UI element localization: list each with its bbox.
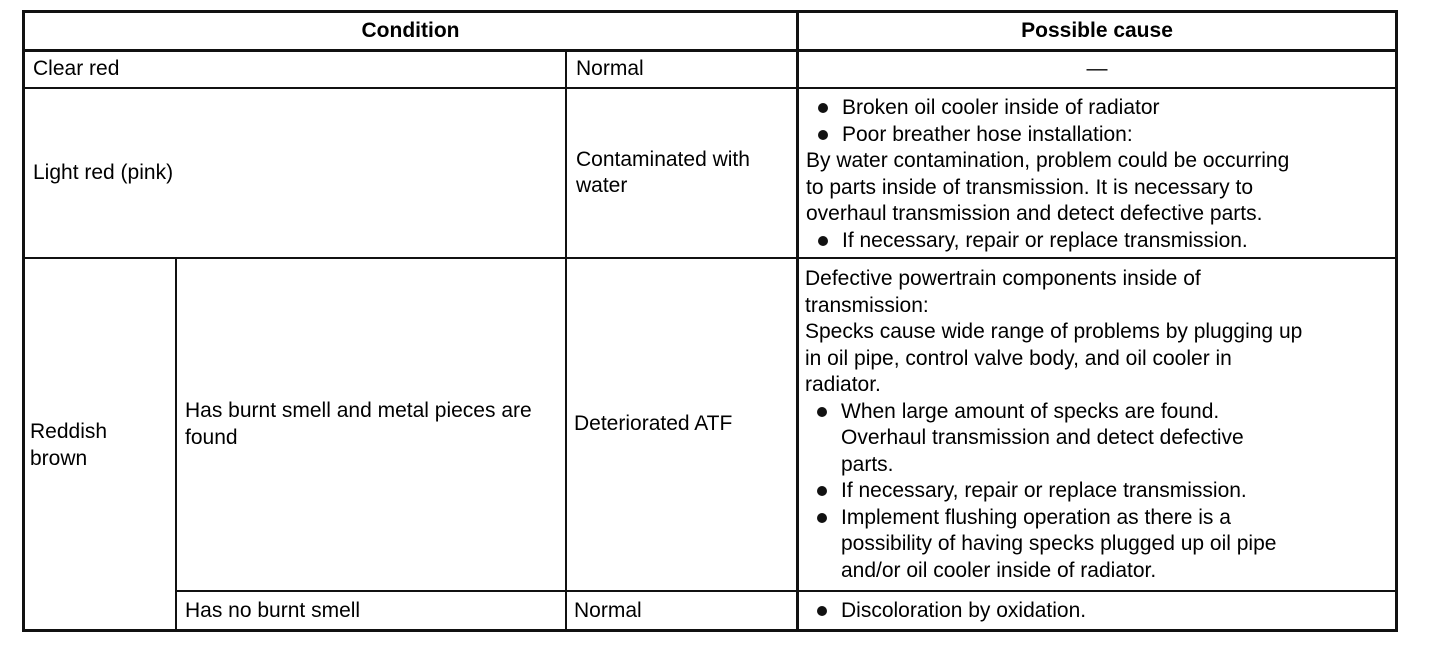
detail-label: Has no burnt smell	[185, 598, 361, 622]
cause-bullet-continuation: parts.	[841, 452, 894, 476]
cause-text: radiator.	[805, 373, 881, 396]
cause-bullet-continuation: and/or oil cooler inside of radiator.	[841, 558, 1157, 582]
detail-label: Has burnt smell and metal pieces are found	[185, 399, 532, 449]
header-possible-cause-text: Possible cause	[1021, 18, 1173, 42]
cause-text: to parts inside of transmission. It is necessary to	[806, 175, 1254, 199]
cell-clear-red-state	[576, 51, 791, 87]
state-label: Normal	[576, 56, 644, 80]
cause-text: overhaul transmission and detect defective parts.	[806, 202, 1263, 225]
column-divider	[175, 257, 177, 632]
cause-text: transmission:	[805, 293, 929, 317]
state-label: Normal	[574, 598, 642, 622]
cause-bullet: Poor breather hose installation:	[806, 122, 1394, 149]
cause-bullet: If necessary, repair or replace transmission.	[805, 478, 1395, 505]
cell-reddish-brown-color	[30, 259, 170, 632]
column-divider	[565, 49, 567, 632]
cell-burnt-state	[574, 259, 792, 590]
column-divider	[796, 10, 799, 632]
cause-bullet: Discoloration by oxidation.	[805, 598, 1086, 625]
cell-clear-red-cause	[799, 51, 1395, 87]
cause-text: Defective powertrain components inside of	[805, 267, 1201, 290]
cell-no-burnt-state	[574, 592, 792, 630]
state-label: Contaminated with water	[576, 147, 750, 197]
cell-no-burnt-detail	[185, 592, 561, 630]
cell-clear-red-color	[33, 51, 553, 87]
cause-bullet-continuation: Overhaul transmission and detect defective	[841, 426, 1244, 449]
cause-bullet-continuation: possibility of having specks plugged up oil pipe	[841, 532, 1277, 555]
cause-dash: —	[1086, 56, 1108, 80]
color-label: Clear red	[33, 56, 120, 80]
cell-light-red-state	[576, 89, 791, 257]
cause-bullet: Broken oil cooler inside of radiator	[806, 95, 1394, 122]
cause-text: By water contamination, problem could be occurring	[806, 149, 1290, 172]
color-label: Light red (pink)	[33, 160, 174, 184]
cell-light-red-color	[33, 89, 553, 257]
header-possible-cause	[799, 13, 1395, 49]
cause-bullet: When large amount of specks are found.	[805, 399, 1395, 426]
color-label: Reddish brown	[30, 420, 108, 470]
cell-burnt-cause	[805, 266, 1395, 584]
header-condition	[25, 13, 796, 49]
cell-no-burnt-cause	[805, 592, 1395, 630]
state-label: Deteriorated ATF	[574, 412, 733, 436]
cause-text: in oil pipe, control valve body, and oil cooler in	[805, 346, 1232, 370]
cause-bullet: Implement flushing operation as there is a	[805, 505, 1395, 532]
cell-light-red-cause	[806, 95, 1394, 254]
header-condition-text: Condition	[361, 18, 460, 42]
cause-text: Specks cause wide range of problems by plugging up	[805, 320, 1303, 343]
cause-bullet: If necessary, repair or replace transmission.	[806, 228, 1394, 255]
cell-burnt-detail	[185, 259, 561, 590]
